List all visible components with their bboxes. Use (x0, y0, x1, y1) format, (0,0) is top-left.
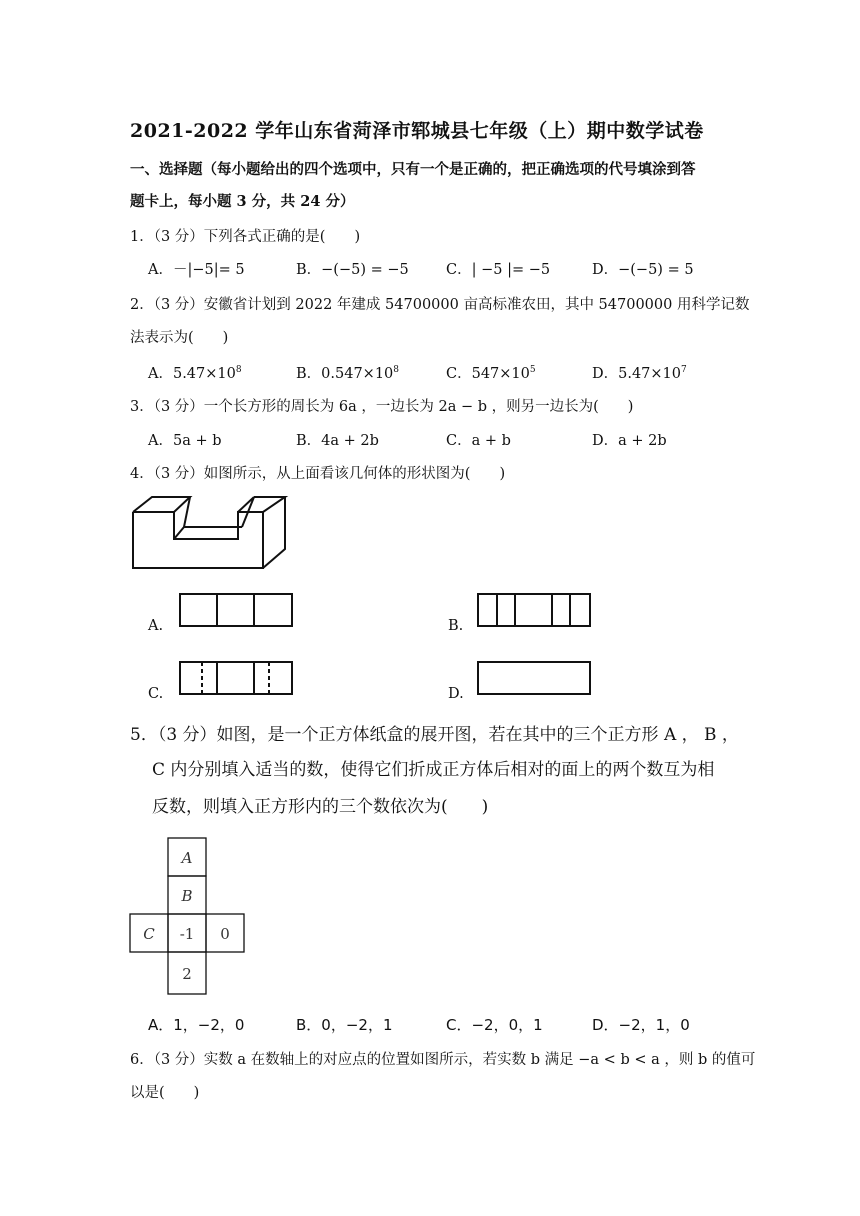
q3-stem: 3．（3 分）一个长方形的周长为 6a ，一边长为 2a − b ，则另一边长为( ) (130, 399, 634, 415)
section-heading-line1: 一、选择题（每小题给出的四个选项中，只有一个是正确的，把正确选项的代号填涂到答 (130, 161, 696, 178)
q2-option-d: D．$5.47\times 10^7$ (592, 365, 687, 382)
q4-option-b-figure (476, 592, 592, 628)
q2-option-a: A．$5.47\times 10^8$ (148, 365, 242, 382)
q5-stem-line2: C 内分别填入适当的数，使得它们折成正方体后相对的面上的两个数互为相 (152, 760, 715, 780)
q4-option-d-letter: D. (448, 686, 464, 702)
net-label-zero: 0 (220, 925, 230, 943)
q5-stem-line1: 5．（3 分）如图，是一个正方体纸盒的展开图，若在其中的三个正方形 A ， B ， (130, 725, 739, 745)
q3-option-b: B．4a + 2b (296, 433, 379, 449)
q1-option-c: C．| −5 |= −5 (446, 262, 551, 278)
q1-option-d: D．−(−5) = 5 (592, 262, 694, 278)
net-label-b: B (181, 887, 193, 905)
q6-stem-line1: 6．（3 分）实数 a 在数轴上的对应点的位置如图所示，若实数 b 满足 −a < b < a ，则 b 的值可 (130, 1052, 756, 1068)
q5-option-d: D．−2，1，0 (592, 1016, 690, 1034)
q2-stem-line2: 法表示为( ) (130, 330, 229, 346)
q5-stem-line3: 反数，则填入正方形内的三个数依次为( ) (152, 797, 489, 817)
q5-option-a: A．1，−2，0 (148, 1016, 245, 1034)
q4-option-d-figure (476, 660, 592, 696)
q2-option-b: B．$0.547\times 10^8$ (296, 365, 400, 382)
q1-stem: 1．（3 分）下列各式正确的是( ) (130, 229, 361, 245)
q3-option-a: A．5a + b (148, 433, 222, 449)
q4-option-a-letter: A. (148, 618, 164, 634)
q2-option-c: C．$547\times 10^5$ (446, 365, 536, 382)
q5-cube-net (128, 836, 248, 998)
q4-solid-figure (130, 494, 290, 572)
net-label-two: 2 (182, 965, 192, 983)
q4-option-c-letter: C. (148, 686, 164, 702)
q5-option-b: B．0，−2，1 (296, 1016, 393, 1034)
q1-option-b: B．−(−5) = −5 (296, 262, 409, 278)
q3-option-d: D．a + 2b (592, 433, 667, 449)
q4-option-b-letter: B. (448, 618, 464, 634)
q3-option-c: C．a + b (446, 433, 511, 449)
page-title: 2021-2022 学年山东省菏泽市郓城县七年级（上）期中数学试卷 (130, 120, 704, 142)
net-label-a: A (181, 849, 193, 867)
q5-option-c: C．−2，0，1 (446, 1016, 543, 1034)
q4-option-c-figure (178, 660, 294, 696)
q2-stem-line1: 2．（3 分）安徽省计划到 2022 年建成 54700000 亩高标准农田，其中 54700000 用科学记数 (130, 297, 750, 313)
q4-stem: 4．（3 分）如图所示，从上面看该几何体的形状图为( ) (130, 466, 506, 482)
q4-option-a-figure (178, 592, 294, 628)
net-label-minus-one: -1 (179, 925, 195, 943)
section-heading-line2: 题卡上，每小题 3 分，共 24 分） (130, 193, 355, 210)
q1-option-a: A．－|−5|= 5 (148, 262, 245, 278)
net-label-c: C (143, 925, 155, 943)
q6-stem-line2: 以是( ) (130, 1085, 200, 1101)
